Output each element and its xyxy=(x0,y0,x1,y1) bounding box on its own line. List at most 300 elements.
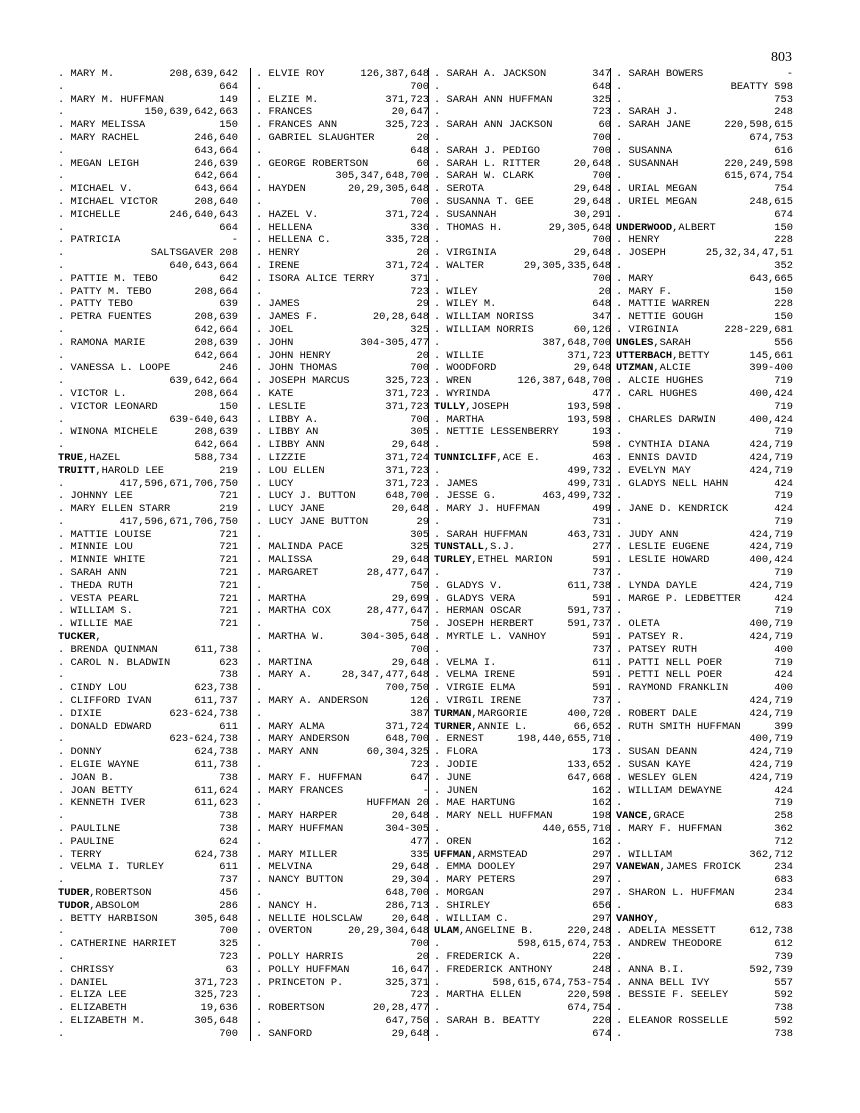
entry-pages: 648 xyxy=(410,144,429,157)
index-entry xyxy=(256,1015,429,1028)
entry-pages: 700 xyxy=(592,234,611,247)
index-entry xyxy=(256,401,429,414)
entry-pages: 220,598,615 xyxy=(724,119,793,132)
entry-name: . MINNIE LOU xyxy=(58,541,133,554)
entry-name: . ELZIE M. xyxy=(256,93,319,106)
index-entry xyxy=(256,337,429,350)
entry-pages: 499,731 xyxy=(567,477,611,490)
entry-name: . ROBERT DALE xyxy=(616,707,698,720)
index-entry xyxy=(616,669,793,682)
index-entry xyxy=(434,913,611,926)
index-entry xyxy=(616,260,793,273)
index-entry xyxy=(256,81,429,94)
entry-pages: 400 xyxy=(774,682,793,695)
entry-pages: 639 xyxy=(219,298,238,311)
entry-pages: 29,305,335,648 xyxy=(523,259,611,272)
entry-name: . PETRA FUENTES xyxy=(58,311,152,324)
entry-name: . xyxy=(256,759,263,772)
entry-name: . xyxy=(616,567,623,580)
entry-name: . MARY HUFFMAN xyxy=(256,823,344,836)
entry-name: . ISORA ALICE TERRY xyxy=(256,272,375,285)
index-entry xyxy=(616,68,793,81)
index-entry xyxy=(256,503,429,516)
entry-pages: 387,648,700 xyxy=(542,336,611,349)
index-entry xyxy=(256,644,429,657)
entry-pages: 456 xyxy=(219,887,238,899)
entry-pages: 277 xyxy=(592,541,611,554)
index-entry xyxy=(434,465,611,478)
entry-pages: 133,652 xyxy=(567,759,611,772)
entry-pages: 347 xyxy=(592,311,611,324)
entry-name: . JOEL xyxy=(256,323,294,336)
entry-pages: 643,664 xyxy=(194,183,238,196)
entry-pages: 721 xyxy=(219,554,238,567)
entry-pages: 647,668 xyxy=(567,771,611,784)
entry-name: . xyxy=(58,1027,65,1040)
index-entry xyxy=(616,605,793,618)
index-entry xyxy=(256,593,429,606)
entry-name: . xyxy=(58,259,65,272)
entry-pages: 248,615 xyxy=(749,195,793,208)
entry-pages: 20,29,305,648 xyxy=(347,183,429,196)
index-entry xyxy=(616,196,793,209)
entry-name: . xyxy=(616,733,623,746)
index-entry xyxy=(616,414,793,427)
index-entry xyxy=(256,605,429,618)
entry-name: . TERRY xyxy=(58,848,102,861)
entry-name: . WILLIAM S. xyxy=(58,605,133,618)
index-entry xyxy=(256,209,429,222)
index-entry xyxy=(58,158,238,171)
entry-pages: 424,719 xyxy=(749,541,793,554)
index-entry xyxy=(256,478,429,491)
index-entry xyxy=(616,631,793,644)
index-entry xyxy=(616,657,793,670)
entry-pages: 719 xyxy=(774,375,793,388)
entry-name: . xyxy=(58,106,65,119)
index-entry xyxy=(616,350,793,363)
entry-name: . xyxy=(434,131,441,144)
entry-pages: 737 xyxy=(592,695,611,708)
entry-name: . VELMA IRENE xyxy=(434,669,516,682)
entry-name: . xyxy=(616,131,623,144)
entry-name: . MATTIE WARREN xyxy=(616,298,710,311)
entry-pages: 700 xyxy=(219,1027,238,1040)
entry-name: . LIBBY ANN xyxy=(256,439,325,452)
index-entry xyxy=(434,209,611,222)
index-entry xyxy=(256,362,429,375)
entry-pages: 20 xyxy=(416,950,429,963)
entry-name: . xyxy=(616,695,623,708)
entry-name: . xyxy=(58,323,65,336)
entry-name: TUNSTALL,S.J. xyxy=(434,541,516,554)
index-entry xyxy=(58,618,238,631)
entry-name: . LUCY JANE xyxy=(256,503,325,516)
entry-name: . SARAH ANN xyxy=(58,567,127,580)
entry-name: . MARTHA W. xyxy=(256,631,325,644)
entry-name: . KENNETH IVER xyxy=(58,797,146,810)
index-entry xyxy=(256,529,429,542)
entry-pages: 325 xyxy=(410,541,429,554)
entry-name: . xyxy=(58,925,65,938)
index-entry xyxy=(58,452,238,465)
entry-pages: 598 xyxy=(592,439,611,452)
entry-name: . WREN xyxy=(434,375,472,388)
entry-pages: 424,719 xyxy=(749,707,793,720)
entry-name: . JAMES xyxy=(256,298,300,311)
index-entry xyxy=(616,106,793,119)
entry-name: . IRENE xyxy=(256,259,300,272)
entry-pages: 325,723 xyxy=(385,119,429,132)
index-entry xyxy=(58,170,238,183)
entry-pages: 737 xyxy=(592,643,611,656)
entry-pages: 20,28,648 xyxy=(372,311,429,324)
entry-pages: 648 xyxy=(592,298,611,311)
entry-name: . xyxy=(616,490,623,503)
entry-pages: 28,477,647 xyxy=(366,605,429,618)
entry-pages: 591 xyxy=(592,669,611,682)
entry-pages: 208,664 xyxy=(194,387,238,400)
entry-pages: 588,734 xyxy=(194,451,238,464)
entry-pages: 424 xyxy=(774,477,793,490)
entry-name: . NANCY BUTTON xyxy=(256,874,344,887)
index-entry xyxy=(256,849,429,862)
index-entry xyxy=(434,964,611,977)
entry-pages: 352 xyxy=(774,259,793,272)
index-entry xyxy=(256,913,429,926)
index-entry xyxy=(58,490,238,503)
entry-name: . SHARON L. HUFFMAN xyxy=(616,887,735,899)
entry-pages: 463,731 xyxy=(567,528,611,541)
index-entry xyxy=(434,183,611,196)
entry-name: . RUTH SMITH HUFFMAN xyxy=(616,720,741,733)
entry-pages: 29,648 xyxy=(573,362,611,375)
entry-name: . xyxy=(256,170,263,183)
entry-name: . xyxy=(434,336,441,349)
entry-name: . CINDY LOU xyxy=(58,682,127,695)
index-entry xyxy=(616,158,793,171)
entry-name: . EMMA DOOLEY xyxy=(434,861,516,874)
entry-pages: 738 xyxy=(219,823,238,836)
entry-name: . MARGARET xyxy=(256,567,319,580)
index-entry xyxy=(58,900,238,913)
index-entry xyxy=(58,196,238,209)
index-entry xyxy=(434,196,611,209)
entry-name: . xyxy=(434,976,441,989)
index-entry xyxy=(58,554,238,567)
entry-pages: 126 xyxy=(410,695,429,708)
index-entry xyxy=(434,785,611,798)
entry-pages: 150,639,642,663 xyxy=(144,106,238,119)
entry-pages: 220 xyxy=(592,950,611,963)
index-entry xyxy=(616,618,793,631)
entry-name: . ANDREW THEODORE xyxy=(616,938,723,951)
entry-pages: 424,719 xyxy=(749,439,793,452)
entry-pages: 20 xyxy=(598,285,611,298)
index-entry xyxy=(58,324,238,337)
entry-pages: 477 xyxy=(410,835,429,848)
entry-pages: 556 xyxy=(774,336,793,349)
index-entry xyxy=(256,132,429,145)
entry-pages: 246,639 xyxy=(194,157,238,170)
entry-name: . WYRINDA xyxy=(434,387,491,400)
index-entry xyxy=(434,541,611,554)
index-entry xyxy=(58,669,238,682)
index-entry xyxy=(434,170,611,183)
entry-name: . MARTINA xyxy=(256,656,313,669)
entry-name: . SEROTA xyxy=(434,183,484,196)
entry-pages: 738 xyxy=(219,669,238,682)
entry-pages: BEATTY 598 xyxy=(730,80,793,93)
entry-pages: 417,596,671,706,750 xyxy=(119,515,238,528)
index-entry xyxy=(58,695,238,708)
entry-pages: 220,598 xyxy=(567,989,611,1002)
entry-pages: 208,639,642 xyxy=(169,68,238,80)
entry-name: . SARAH L. RITTER xyxy=(434,157,541,170)
index-entry xyxy=(434,414,611,427)
entry-pages: 29,648 xyxy=(391,861,429,874)
entry-name: . WILLIAM NORRIS xyxy=(434,323,534,336)
entry-pages: 63 xyxy=(225,963,238,976)
index-entry xyxy=(434,516,611,529)
index-entry xyxy=(434,234,611,247)
index-entry xyxy=(434,81,611,94)
entry-pages: 371,723 xyxy=(194,976,238,989)
entry-pages: 738 xyxy=(774,1027,793,1040)
entry-name: . URIEL MEGAN xyxy=(616,195,698,208)
entry-pages: 246 xyxy=(219,362,238,375)
entry-name: . THOMAS H. xyxy=(434,221,503,234)
entry-pages: 700 xyxy=(410,938,429,951)
index-entry xyxy=(616,119,793,132)
entry-name: UFFMAN,ARMSTEAD xyxy=(434,848,528,861)
entry-pages: 623 xyxy=(219,656,238,669)
entry-name: . PATTY TEBO xyxy=(58,298,133,311)
entry-name: . MARY RACHEL xyxy=(58,131,140,144)
entry-name: . JAMES xyxy=(434,477,478,490)
entry-pages: 162 xyxy=(592,784,611,797)
index-entry xyxy=(434,951,611,964)
entry-pages: 592 xyxy=(774,989,793,1002)
entry-name: . MICHAEL V. xyxy=(58,183,133,196)
entry-name: TURNER,ANNIE L. xyxy=(434,720,528,733)
index-entry xyxy=(256,145,429,158)
entry-pages: 721 xyxy=(219,618,238,631)
entry-name: . xyxy=(616,208,623,221)
index-entry xyxy=(616,247,793,260)
index-entry xyxy=(58,631,238,644)
index-entry xyxy=(616,785,793,798)
entry-pages: 28,347,477,648 xyxy=(341,669,429,682)
entry-name: . WINONA MICHELE xyxy=(58,426,158,439)
index-entry xyxy=(58,516,238,529)
entry-pages: 623-624,738 xyxy=(169,733,238,746)
entry-name: . JAMES F. xyxy=(256,311,319,324)
index-entry xyxy=(434,106,611,119)
index-entry xyxy=(256,721,429,734)
entry-name: . VICTOR L. xyxy=(58,387,127,400)
entry-name: . DANIEL xyxy=(58,976,108,989)
index-entry xyxy=(58,1028,238,1041)
entry-pages: 424 xyxy=(774,784,793,797)
entry-name: . xyxy=(616,1027,623,1040)
entry-name: . MARTHA COX xyxy=(256,605,331,618)
entry-pages: 29,699 xyxy=(391,592,429,605)
entry-name: . SARAH ANN JACKSON xyxy=(434,119,553,132)
entry-name: . MARY FRANCES xyxy=(256,784,344,797)
index-entry xyxy=(58,1002,238,1015)
entry-pages: 193,598 xyxy=(567,400,611,413)
entry-pages: 248 xyxy=(774,106,793,119)
entry-name: . SANFORD xyxy=(256,1027,313,1040)
entry-name: . JOHNNY LEE xyxy=(58,490,133,503)
index-entry xyxy=(256,874,429,887)
entry-name: . DONALD EDWARD xyxy=(58,720,152,733)
index-entry xyxy=(434,247,611,260)
entry-name: . JUNEN xyxy=(434,784,478,797)
index-entry xyxy=(616,644,793,657)
index-entry xyxy=(616,426,793,439)
entry-pages: 700 xyxy=(592,131,611,144)
index-entry xyxy=(434,989,611,1002)
index-entry xyxy=(256,541,429,554)
entry-pages: 611 xyxy=(219,720,238,733)
index-entry xyxy=(434,567,611,580)
entry-pages: 721 xyxy=(219,541,238,554)
entry-pages: 643,665 xyxy=(749,272,793,285)
entry-pages: 29,648 xyxy=(391,1027,429,1040)
index-entry xyxy=(434,746,611,759)
entry-name: . MARGE P. LEDBETTER xyxy=(616,592,741,605)
entry-name: . MARY HARPER xyxy=(256,810,338,823)
entry-name: . xyxy=(434,1002,441,1015)
entry-name: . xyxy=(616,93,623,106)
entry-pages: 60,126 xyxy=(573,323,611,336)
entry-pages: 246,640 xyxy=(194,131,238,144)
entry-pages: 591,737 xyxy=(567,605,611,618)
entry-name: . ELIZABETH M. xyxy=(58,1014,146,1027)
entry-pages: 591 xyxy=(592,592,611,605)
entry-pages: 642,664 xyxy=(194,323,238,336)
entry-pages: 719 xyxy=(774,797,793,810)
index-entry xyxy=(58,733,238,746)
entry-name: . VESTA PEARL xyxy=(58,592,140,605)
entry-pages: 20,647 xyxy=(391,106,429,119)
entry-name: . JOSEPH xyxy=(616,247,666,260)
entry-pages: - xyxy=(786,68,793,80)
entry-name: . xyxy=(256,707,263,720)
entry-name: . MARY M. xyxy=(58,68,115,80)
index-entry xyxy=(58,1015,238,1028)
index-entry xyxy=(256,490,429,503)
entry-pages: 424,719 xyxy=(749,695,793,708)
entry-name: . ELIZA LEE xyxy=(58,989,127,1002)
entry-name: . ALCIE HUGHES xyxy=(616,375,704,388)
entry-pages: 557 xyxy=(774,976,793,989)
index-entry xyxy=(434,337,611,350)
entry-pages: 719 xyxy=(774,426,793,439)
entry-name: . PETTI NELL POER xyxy=(616,669,723,682)
index-entry xyxy=(58,913,238,926)
entry-name: . VIRGINIA xyxy=(616,323,679,336)
index-entry xyxy=(616,900,793,913)
entry-name: ULAM,ANGELINE B. xyxy=(434,925,534,938)
entry-name: . MARY NELL HUFFMAN xyxy=(434,810,553,823)
entry-pages: 29 xyxy=(416,515,429,528)
entry-name: . xyxy=(616,400,623,413)
entry-name: . SUSANNAH xyxy=(616,157,679,170)
entry-pages: 297 xyxy=(592,861,611,874)
index-entry xyxy=(58,362,238,375)
entry-pages: 612,738 xyxy=(749,925,793,938)
index-entry xyxy=(58,849,238,862)
entry-name: . WALTER xyxy=(434,259,484,272)
entry-name: . xyxy=(58,247,65,260)
entry-pages: 648,700 xyxy=(385,490,429,503)
index-column-3 xyxy=(428,68,611,1041)
entry-name: . BRENDA QUINMAN xyxy=(58,643,158,656)
entry-pages: 20 xyxy=(416,247,429,260)
entry-name: . MARY M. HUFFMAN xyxy=(58,93,165,106)
entry-pages: 305 xyxy=(410,426,429,439)
index-entry xyxy=(434,733,611,746)
index-entry xyxy=(434,490,611,503)
entry-name: . xyxy=(58,349,65,362)
entry-name: . URIAL MEGAN xyxy=(616,183,698,196)
index-entry xyxy=(58,797,238,810)
index-entry xyxy=(434,286,611,299)
entry-pages: 325 xyxy=(592,93,611,106)
entry-name: . SARAH HUFFMAN xyxy=(434,528,528,541)
index-entry xyxy=(616,1015,793,1028)
index-entry xyxy=(58,247,238,260)
entry-name: VANEWAN,JAMES FROICK xyxy=(616,861,741,874)
entry-name: VANHOY, xyxy=(616,912,660,925)
entry-pages: 258 xyxy=(774,810,793,823)
entry-name: . HELLENA C. xyxy=(256,234,331,247)
index-entry xyxy=(616,823,793,836)
entry-name: . MYRTLE L. VANHOY xyxy=(434,631,547,644)
entry-pages: 198,440,655,710 xyxy=(517,733,611,746)
entry-name: . xyxy=(256,797,263,810)
index-entry xyxy=(434,145,611,158)
index-entry xyxy=(616,759,793,772)
entry-pages: 371,724 xyxy=(385,720,429,733)
entry-name: . xyxy=(616,950,623,963)
entry-pages: 700 xyxy=(410,195,429,208)
entry-name: . POLLY HUFFMAN xyxy=(256,963,350,976)
index-entry xyxy=(434,900,611,913)
index-entry xyxy=(434,260,611,273)
entry-name: . SUSANNAH xyxy=(434,208,497,221)
entry-pages: 719 xyxy=(774,490,793,503)
entry-name: . xyxy=(58,874,65,887)
entry-pages: 615,674,754 xyxy=(724,170,793,183)
entry-pages: 642,664 xyxy=(194,439,238,452)
entry-name: . ELIZABETH xyxy=(58,1002,127,1015)
entry-pages: 335,728 xyxy=(385,234,429,247)
entry-pages: 19,636 xyxy=(200,1002,238,1015)
index-entry xyxy=(58,989,238,1002)
entry-name: . xyxy=(58,170,65,183)
index-entry xyxy=(256,94,429,107)
entry-name: . SHIRLEY xyxy=(434,899,491,912)
entry-pages: 29,304 xyxy=(391,874,429,887)
entry-name: . SARAH BOWERS xyxy=(616,68,704,80)
entry-pages: 286 xyxy=(219,899,238,912)
entry-pages: 400,424 xyxy=(749,554,793,567)
entry-name: . WILEY M. xyxy=(434,298,497,311)
